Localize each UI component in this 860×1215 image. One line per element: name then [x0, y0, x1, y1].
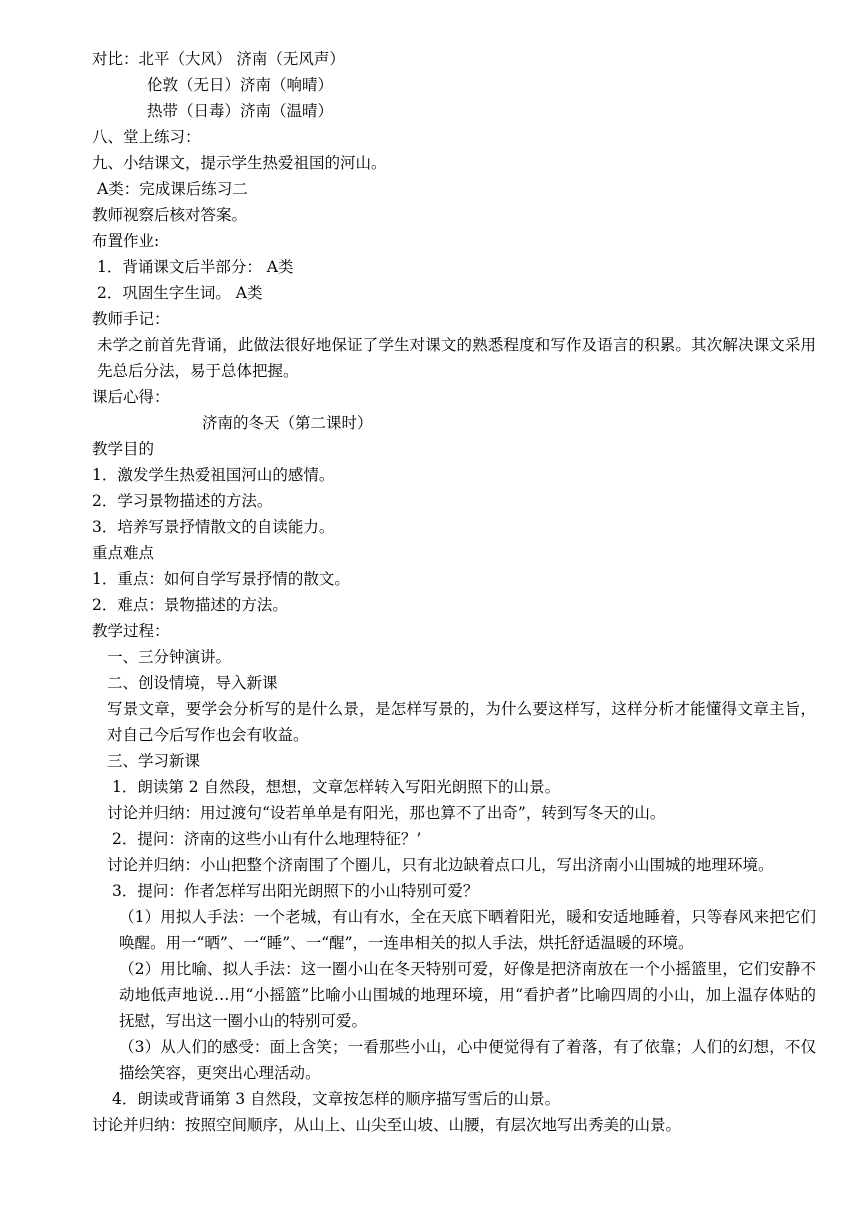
paragraph: 未学之前首先背诵，此做法很好地保证了学生对课文的熟悉程度和写作及语言的积累。其次解决课文采用先总后分法，易于总体把握。	[97, 336, 816, 380]
list-item: 2．学习景物描述的方法。	[92, 492, 273, 510]
paragraph: 写景文章，要学会分析写的是什么景，是怎样写景的，为什么要这样写，这样分析才能懂得文章主旨，对自己今后写作也会有收益。	[107, 700, 816, 744]
list-item: 1．朗读第 2 自然段，想想，文章怎样转入写阳光朗照下的山景。	[112, 778, 561, 796]
lesson-title: 济南的冬天（第二课时）	[202, 414, 373, 432]
list-item: 4．朗读或背诵第 3 自然段，文章按怎样的顺序描写雪后的山景。	[112, 1090, 561, 1108]
section-heading: 重点难点	[92, 544, 155, 562]
section-heading: 布置作业:	[92, 232, 160, 250]
list-item: 2．提问：济南的这些小山有什么地理特征？’	[112, 830, 422, 848]
paragraph: （1）用拟人手法：一个老城，有山有水，全在天底下晒着阳光，暖和安适地睡着，只等春风来把它们唤醒。用一“晒”、一“睡”、一“醒”，一连串相关的拟人手法，烘托舒适温暖的环境。	[119, 908, 816, 952]
section-heading: 教学过程：	[92, 622, 170, 640]
section-heading: 九、小结课文，提示学生热爱祖国的河山。	[92, 154, 387, 172]
list-item: 2．巩固生字生词。 A类	[97, 284, 263, 302]
list-item: 3．提问：作者怎样写出阳光朗照下的小山特别可爱？	[112, 882, 479, 900]
list-item: 1．背诵课文后半部分： A类	[97, 258, 294, 276]
paragraph: （2）用比喻、拟人手法：这一圈小山在冬天特别可爱，好像是把济南放在一个小摇篮里，它们安静不动地低声地说…用“小摇篮”比喻小山围城的地理环境，用“看护者”比喻四周的小山，加上温存体贴的抚慰，写出这一圈小山的特别可爱。	[119, 960, 816, 1030]
section-heading: 三、学习新课	[107, 752, 201, 770]
list-item: 2．难点：景物描述的方法。	[92, 596, 288, 614]
paragraph: （3）从人们的感受：面上含笑；一看那些小山，心中便觉得有了着落，有了依靠；人们的幻想，不仅描绘笑容，更突出心理活动。	[119, 1038, 816, 1082]
text-line: 教师视察后核对答案。	[92, 206, 248, 224]
section-heading: 一、三分钟演讲。	[107, 648, 232, 666]
text-line: 讨论并归纳：按照空间顺序，从山上、山尖至山坡、山腰，有层次地写出秀美的山景。	[92, 1116, 682, 1134]
list-item: 1．重点：如何自学写景抒情的散文。	[92, 570, 350, 588]
list-item: 1．激发学生热爱祖国河山的感情。	[92, 466, 335, 484]
section-heading: 教学目的	[92, 440, 155, 458]
section-heading: 二、创设情境，导入新课	[107, 674, 278, 692]
compare-line-1: 对比：北平（大风） 济南（无风声）	[92, 50, 345, 68]
compare-line-2: 伦敦（无日）济南（响晴）	[147, 76, 334, 94]
text-line: A类：完成课后练习二	[97, 180, 248, 198]
section-heading: 教师手记：	[92, 310, 170, 328]
list-item: 3．培养写景抒情散文的自读能力。	[92, 518, 335, 536]
compare-line-3: 热带（日毒）济南（温晴）	[147, 102, 334, 120]
section-heading: 课后心得：	[92, 388, 170, 406]
section-heading: 八、堂上练习：	[92, 128, 201, 146]
text-line: 讨论并归纳：用过渡句“设若单单是有阳光，那也算不了出奇”，转到写冬天的山。	[107, 804, 666, 822]
paragraph: 讨论并归纳：小山把整个济南围了个圈儿，只有北边缺着点口儿，写出济南小山围城的地理环境。	[107, 856, 774, 874]
